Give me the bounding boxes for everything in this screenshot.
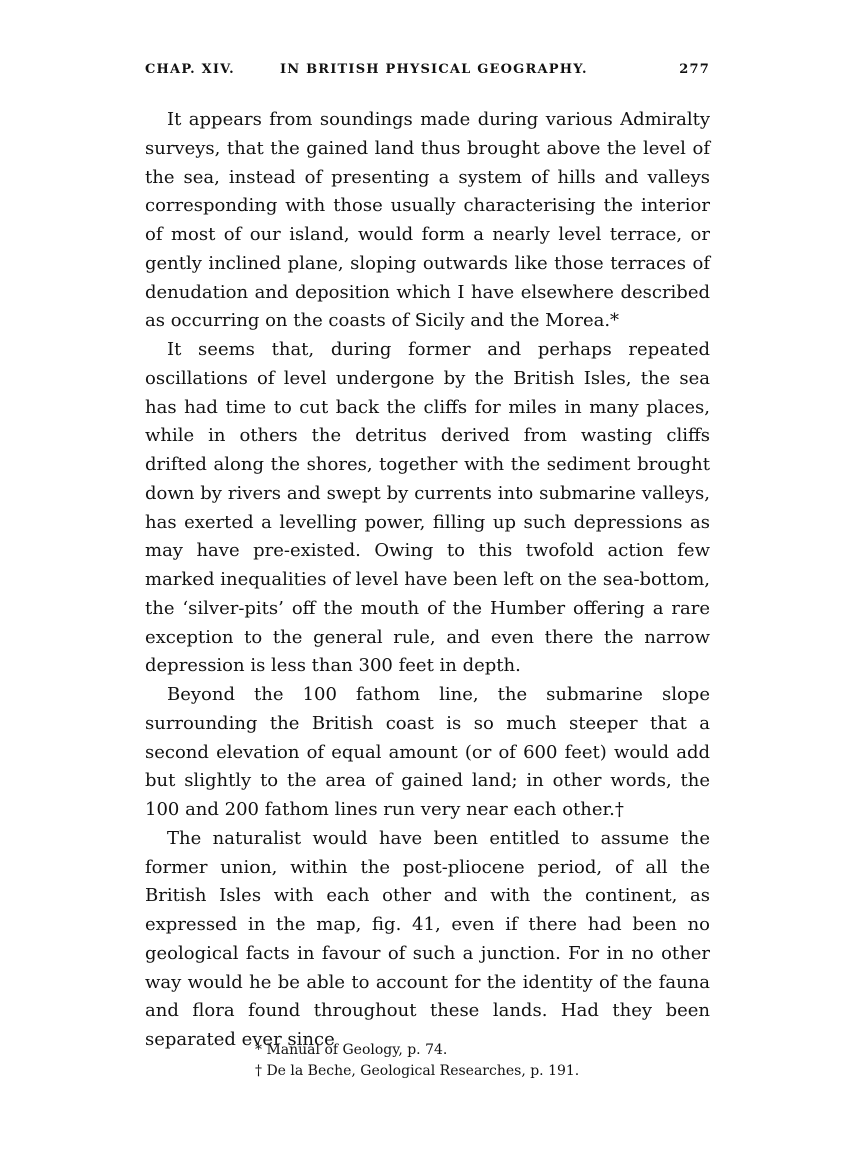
paragraph-3: Beyond the 100 fathom line, the submarine slope surrounding the British coast is so much steeper that a second elevation of equal amount (or of 600 feet) would add but slightly to the area of gained land; in other words, the 100 and 200 fathom lines run very near each other.† [145,684,710,820]
running-header [145,62,710,86]
page-number: 277 [679,62,710,77]
footnote-2: † De la Beche, Geological Researches, p. 191. [255,1063,580,1079]
footnotes [255,1040,710,1082]
running-title: IN BRITISH PHYSICAL GEOGRAPHY. [280,62,588,77]
footnote-1: * Manual of Geology, p. 74. [255,1042,448,1058]
paragraph-2: It seems that, during former and perhaps repeated oscillations of level undergone by the British Isles, the sea has had time to cut back the cliffs for miles in many places, while in others the detritus derived from wasting cliffs drifted along the shores, together with the sediment brought down by rivers and swept by currents into submarine valleys, has exerted a levelling power, filling up such depressions as may have pre-existed. Owing to this twofold action few marked inequalities of level have been left on the sea-bottom, the ‘silver-pits’ off the mouth of the Humber offering a rare exception to the general rule, and even there the narrow depression is less than 300 feet in depth. [145,339,710,677]
chapter-label: CHAP. XIV. [145,62,235,77]
paragraph-4: The naturalist would have been entitled to assume the former union, within the post-pliocene period, of all the British Isles with each other and with the continent, as expressed in the map, fig. 41, even if there had been no geological facts in favour of such a junction. For in no other way would he be able to account for the identity of the fauna and flora found throughout these lands. Had they been separated ever since [145,827,710,1050]
paragraph-1: It appears from soundings made during various Admiralty surveys, that the gained land thus brought above the level of the sea, instead of presenting a system of hills and valleys corresponding with those usually characterising the interior of most of our island, would form a nearly level terrace, or gently inclined plane, sloping outwards like those terraces of denudation and deposition which I have elsewhere described as occurring on the coasts of Sicily and the Morea.* [145,109,710,332]
body-text [145,106,710,1055]
